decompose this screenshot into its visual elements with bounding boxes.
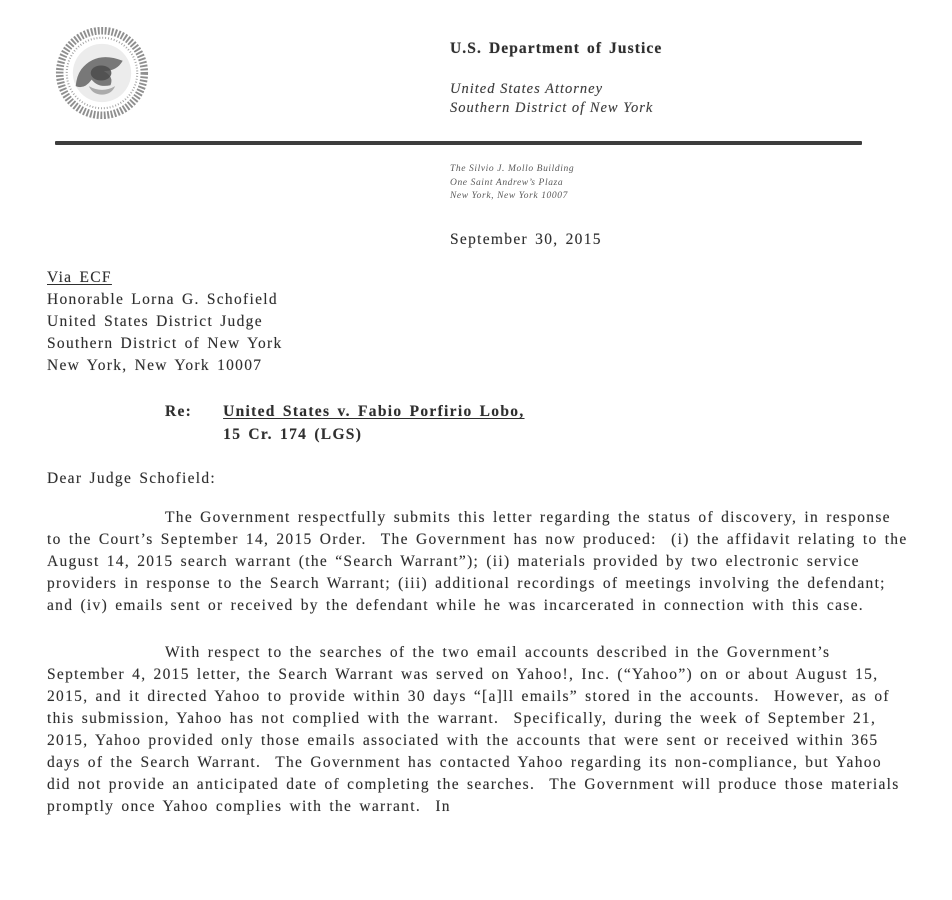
doj-seal-icon bbox=[55, 26, 149, 120]
office-address bbox=[450, 163, 574, 204]
recipient-district: Southern District of New York bbox=[47, 335, 283, 352]
salutation: Dear Judge Schofield: bbox=[47, 470, 217, 487]
office-line2: Southern District of New York bbox=[450, 100, 654, 116]
office-address-line3: New York, New York 10007 bbox=[450, 191, 568, 201]
letter-body bbox=[47, 507, 914, 843]
case-name: United States v. Fabio Porfirio Lobo, bbox=[223, 403, 525, 420]
recipient-block bbox=[47, 267, 283, 377]
office-title bbox=[450, 80, 653, 118]
office-address-line2: One Saint Andrew’s Plaza bbox=[450, 177, 564, 188]
paragraph-2: With respect to the searches of the two email accounts described in the Government’s September 4, 2015 letter, the Search Warrant was served on Yahoo!, Inc. (“Yahoo”) on or about August 15, 2015, and it directed Yahoo to provide within 30 days “[a]ll emails” stored in the accounts. However, as of this submission, Yahoo has not complied with the warrant. Specifically, during the week of September 21, 2015, Yahoo provided only those emails associated with the accounts that were sent or received within 365 days of the Search Warrant. The Government has contacted Yahoo regarding its non-compliance, but Yahoo did not provide an anticipated date of completing the searches. The Government will produce those materials promptly once Yahoo complies with the warrant. In bbox=[47, 644, 907, 815]
agency-title: U.S. Department of Justice bbox=[450, 40, 663, 57]
letterhead-rule bbox=[55, 141, 862, 145]
office-line1: United States Attorney bbox=[450, 81, 604, 97]
recipient-name: Honorable Lorna G. Schofield bbox=[47, 291, 278, 308]
office-address-line1: The Silvio J. Mollo Building bbox=[450, 164, 575, 174]
re-label: Re: bbox=[165, 403, 193, 420]
letter-date: September 30, 2015 bbox=[450, 231, 602, 248]
recipient-title: United States District Judge bbox=[47, 313, 263, 330]
recipient-city: New York, New York 10007 bbox=[47, 357, 263, 374]
re-case bbox=[223, 401, 524, 446]
case-number: 15 Cr. 174 (LGS) bbox=[223, 425, 363, 443]
delivery-method: Via ECF bbox=[47, 269, 112, 286]
paragraph-1: The Government respectfully submits this letter regarding the status of discovery, in response to the Court’s September 14, 2015 Order. The Government has now produced: (i) the affidavit relating to the August 14, 2015 search warrant (the “Search Warrant”); (ii) materials provided by two electronic service providers in response to the Search Warrant; (iii) additional recordings of meetings involving the defendant; and (iv) emails sent or received by the defendant while he was incarcerated in connection with this case. bbox=[47, 509, 914, 614]
re-block bbox=[165, 401, 525, 446]
